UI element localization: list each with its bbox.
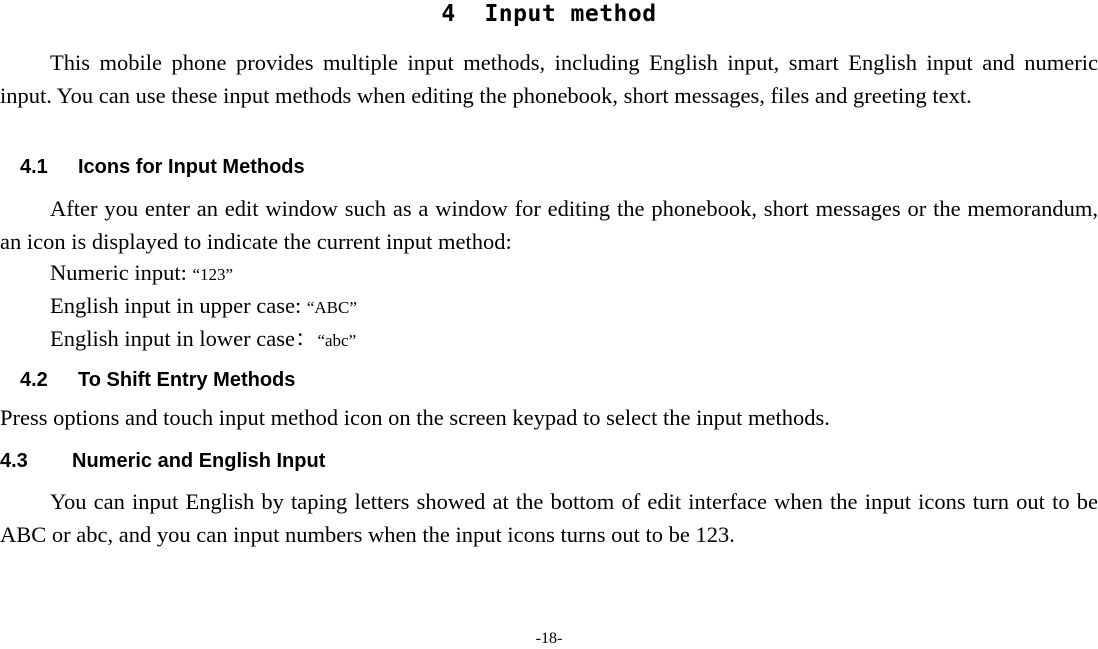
item-icon-text: “abc” xyxy=(317,331,357,350)
section-title: Numeric and English Input xyxy=(72,450,326,472)
chapter-number: 4 xyxy=(441,1,456,27)
section-4-1-body: After you enter an edit window such as a window for editing the phonebook, short messages or the memorandum, an icon is displayed to indicate the current input method: xyxy=(0,196,1098,254)
page-number: -18- xyxy=(535,630,563,647)
section-heading-4-1 xyxy=(20,154,305,180)
section-title: Icons for Input Methods xyxy=(78,156,305,178)
section-number: 4.2 xyxy=(20,369,48,391)
item-icon-text: “123” xyxy=(192,265,234,284)
item-label: Numeric input: xyxy=(50,260,193,285)
item-label: English input in upper case: xyxy=(50,293,307,318)
section-heading-4-2 xyxy=(20,367,295,393)
section-title: To Shift Entry Methods xyxy=(78,369,296,391)
chapter-title-text: Input method xyxy=(484,1,657,27)
section-number: 4.3 xyxy=(0,450,28,472)
section-number: 4.1 xyxy=(20,156,48,178)
section-4-2-body: Press options and touch input method icon on the screen keypad to select the input methods. xyxy=(0,405,830,430)
input-icon-item-upper xyxy=(50,289,357,324)
intro-paragraph: This mobile phone provides multiple input methods, including English input, smart English input and numeric input. You can use these input methods when editing the phonebook, short messages, files and greeting text. xyxy=(0,50,1098,108)
section-4-3-body: You can input English by taping letters showed at the bottom of edit interface when the input icons turn out to be ABC or abc, and you can input numbers when the input icons turns out to be 123. xyxy=(0,489,1098,547)
input-icon-item-lower xyxy=(50,322,356,357)
chapter-title xyxy=(0,0,1098,28)
input-icon-item-numeric xyxy=(50,256,233,291)
item-label: English input in lower case： xyxy=(50,326,318,351)
item-icon-text: “ABC” xyxy=(306,298,357,317)
section-heading-4-3 xyxy=(0,448,325,474)
